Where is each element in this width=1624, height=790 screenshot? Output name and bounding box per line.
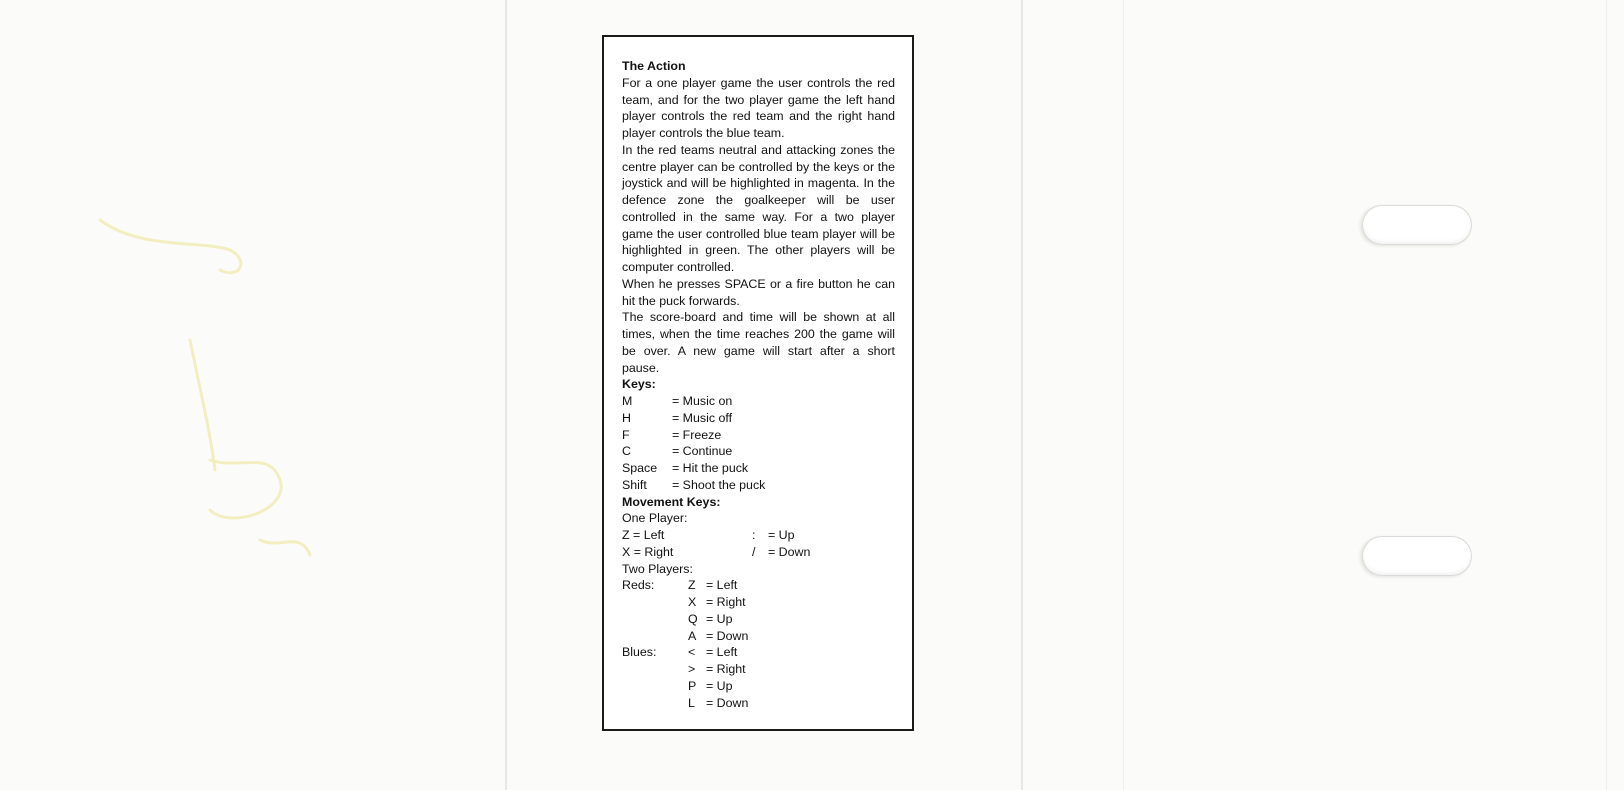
keys-heading: Keys: xyxy=(622,377,656,392)
key-action: = Music on xyxy=(672,394,733,408)
keys-list xyxy=(622,393,895,494)
reds-key: Z xyxy=(688,578,696,593)
one-player-right-action: = Down xyxy=(768,544,811,559)
blues-action: = Left xyxy=(706,645,738,660)
reds-action: = Left xyxy=(706,578,738,593)
blues-row xyxy=(622,678,895,695)
blues-row xyxy=(622,644,895,661)
movement-heading: Movement Keys: xyxy=(622,494,721,509)
one-player-left: Z = Left xyxy=(622,528,665,542)
reds-action: = Right xyxy=(706,595,746,609)
key-row xyxy=(622,460,895,477)
fold-line-1 xyxy=(505,0,507,790)
key-name: M xyxy=(622,394,633,408)
blues-action: = Right xyxy=(706,662,746,676)
reds-action: = Up xyxy=(706,611,733,626)
key-name: H xyxy=(622,410,631,425)
one-player-row xyxy=(622,544,895,561)
blues-key: L xyxy=(688,695,695,710)
key-row xyxy=(622,477,895,494)
reds-row xyxy=(622,577,895,594)
key-row xyxy=(622,443,895,460)
faint-handwriting-mark xyxy=(80,210,340,630)
action-heading: The Action xyxy=(622,59,686,73)
blues-action: = Down xyxy=(706,695,749,710)
key-action: = Continue xyxy=(672,444,733,459)
action-paragraph: In the red teams neutral and attacking zones the centre player can be controlled by the keys or the joystick and will be highlighted in magenta. In the defence zone the goalkeeper will be user controlled in the same way. For a two player game the user controlled blue team player will be highlighted in green. The other players will be computer controlled. xyxy=(622,142,895,274)
blues-row xyxy=(622,695,895,712)
reds-key: Q xyxy=(688,611,698,626)
fold-line-2 xyxy=(1021,0,1023,790)
key-name: F xyxy=(622,427,630,442)
reds-row xyxy=(622,628,895,645)
one-player-row xyxy=(622,527,895,544)
key-row xyxy=(622,410,895,427)
key-row xyxy=(622,427,895,444)
key-action: = Hit the puck xyxy=(672,461,749,475)
blues-key: < xyxy=(688,645,696,660)
blues-row xyxy=(622,661,895,678)
reds-row xyxy=(622,594,895,611)
one-player-label: One Player: xyxy=(622,511,688,526)
key-row xyxy=(622,393,895,410)
two-players-label: Two Players: xyxy=(622,561,693,576)
reds-row xyxy=(622,611,895,628)
one-player-right-key: / xyxy=(752,544,756,559)
key-name: Space xyxy=(622,461,658,475)
blues-label: Blues: xyxy=(622,645,657,660)
key-action: = Shoot the puck xyxy=(672,477,766,492)
instructions-content xyxy=(622,58,895,711)
fold-line-4 xyxy=(1606,0,1607,790)
instructions-card xyxy=(602,35,914,731)
blues-action: = Up xyxy=(706,678,733,693)
one-player-right-action: = Up xyxy=(768,528,795,542)
key-action: = Freeze xyxy=(672,427,722,442)
reds-label: Reds: xyxy=(622,578,655,593)
reds-action: = Down xyxy=(706,628,749,643)
reds-key: A xyxy=(688,628,697,643)
action-paragraph: For a one player game the user controls the red team, and for the two player game the left hand player controls the red team and the right hand player controls the blue team. xyxy=(622,75,895,140)
blues-key: > xyxy=(688,662,696,676)
key-action: = Music off xyxy=(672,410,733,425)
inlay-slot-top xyxy=(1362,205,1472,245)
blues-key: P xyxy=(688,678,697,693)
key-name: Shift xyxy=(622,477,647,492)
one-player-right-key: : xyxy=(752,528,756,542)
inlay-slot-bottom xyxy=(1362,536,1472,576)
fold-line-3 xyxy=(1123,0,1124,790)
one-player-left: X = Right xyxy=(622,544,674,559)
action-paragraph: The score-board and time will be shown at all times, when the time reaches 200 the game will be over. A new game will start after a short pause. xyxy=(622,310,895,375)
reds-key: X xyxy=(688,595,697,609)
key-name: C xyxy=(622,444,631,459)
action-paragraph: When he presses SPACE or a fire button he can hit the puck forwards. xyxy=(622,276,895,308)
